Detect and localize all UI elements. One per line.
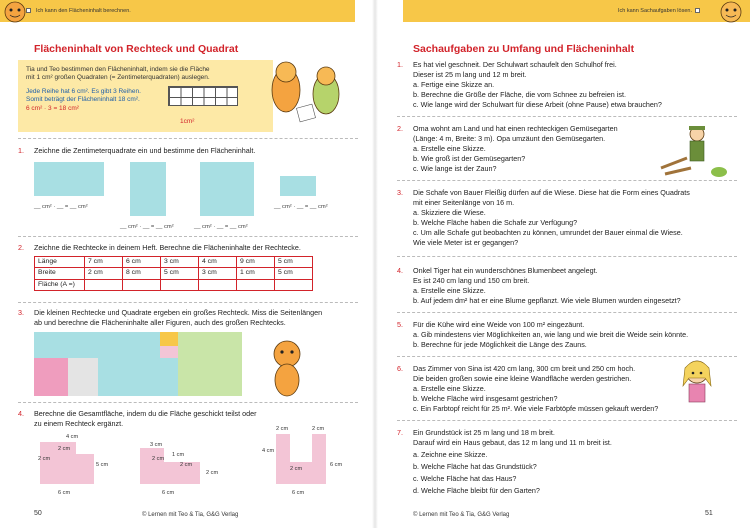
divider <box>397 180 737 181</box>
mosaic-piece <box>178 332 242 396</box>
task-5-line: b. Berechne für jede Möglichkeit die Länge des Zauns. <box>413 340 587 349</box>
divider <box>18 236 358 237</box>
task-7-line: Ein Grundstück ist 25 m lang und 18 m breit. <box>413 428 555 437</box>
task-4-number: 4. <box>397 266 403 275</box>
dimension-label: 2 cm <box>276 426 289 432</box>
girl-illustration <box>675 356 719 404</box>
task-3-line-2: ab und berechne die Flächeninhalte aller Figuren, auch des großen Rechtecks. <box>34 318 286 327</box>
table-row <box>35 279 313 290</box>
rectangle-b <box>130 162 166 216</box>
task-1-line: c. Wie lange wird der Schulwart für diese Arbeit (ohne Pause) etwa brauchen? <box>413 100 662 109</box>
divider <box>397 116 737 117</box>
dimension-label: 2 cm <box>312 426 325 432</box>
mascot-icon <box>716 0 746 24</box>
dimension-label: 2 cm <box>38 456 51 462</box>
dimension-label: 4 cm <box>262 448 275 454</box>
tia-teo-illustration <box>262 58 354 130</box>
task-6-number: 6. <box>397 364 403 373</box>
task-1-line: Dieser ist 25 m lang und 12 m breit. <box>413 70 527 79</box>
table-cell: 5 cm <box>275 257 313 268</box>
dimension-label: 2 cm <box>180 462 193 468</box>
divider <box>397 256 737 257</box>
intro-line-2: mit 1 cm² großen Quadraten (= Zentimeterquadraten) auslegen. <box>26 74 210 82</box>
task-3-line: mit einer Seitenlänge von 16 m. <box>413 198 515 207</box>
task-6-line: b. Welche Fläche wird insgesamt gestrichen? <box>413 394 558 403</box>
table-cell: 4 cm <box>199 257 237 268</box>
dimensions-table <box>34 256 313 291</box>
intro-line-4: Somit beträgt der Flächeninhalt 18 cm². <box>26 96 140 104</box>
task-1-line: a. Fertige eine Skizze an. <box>413 80 495 89</box>
page-number-right: 51 <box>705 510 713 517</box>
task-6-line: a. Erstelle eine Skizze. <box>413 384 486 393</box>
square-c <box>200 162 254 216</box>
task-6-line: c. Ein Farbtopf reicht für 25 m². Wie viele Farbtöpfe müssen gekauft werden? <box>413 404 659 413</box>
footer-right: © Lernen mit Teo & Tia, G&G Verlag <box>413 512 510 518</box>
task-6-line: Die beiden großen sowie eine kleine Wandfläche werden gestrichen. <box>413 374 632 383</box>
task-4-number: 4. <box>18 409 24 418</box>
answer-blank-b[interactable]: __ cm² · __ = __ cm² <box>120 224 174 230</box>
task-4-line-2: zu einem Rechteck ergänzt. <box>34 419 124 428</box>
unit-label: 1cm² <box>180 118 195 125</box>
task-1-text: Zeichne die Zentimeterquadrate ein und bestimme den Flächeninhalt. <box>34 146 256 155</box>
mosaic-piece <box>68 358 98 396</box>
intro-line-3: Jede Reihe hat 6 cm². Es gibt 3 Reihen. <box>26 88 141 96</box>
mosaic-piece <box>160 346 178 358</box>
right-header-bar <box>403 0 750 22</box>
task-7-line: d. Welche Fläche bleibt für den Garten? <box>413 486 540 495</box>
table-cell: 3 cm <box>199 268 237 279</box>
mascot-icon <box>0 0 30 24</box>
mosaic-piece <box>34 358 68 396</box>
u-shape-part <box>312 434 326 484</box>
answer-cell[interactable] <box>123 279 161 290</box>
table-row <box>35 257 313 268</box>
table-row <box>35 268 313 279</box>
row-label: Länge <box>35 257 85 268</box>
dimension-label: 2 cm <box>58 446 71 452</box>
left-header-bar <box>0 0 355 22</box>
task-5-line: a. Gib mindestens vier Möglichkeiten an, wie lang und wie breit die Weide sein könnte. <box>413 330 689 339</box>
answer-blank-c[interactable]: __ cm² · __ = __ cm² <box>194 224 248 230</box>
answer-cell[interactable] <box>275 279 313 290</box>
task-4-line: a. Erstelle eine Skizze. <box>413 286 486 295</box>
task-2-line: c. Wie lange ist der Zaun? <box>413 164 497 173</box>
task-2-number: 2. <box>397 124 403 133</box>
task-7-line: a. Zeichne eine Skizze. <box>413 450 488 459</box>
table-cell: 6 cm <box>123 257 161 268</box>
centimeter-grid <box>168 86 238 106</box>
answer-cell[interactable] <box>161 279 199 290</box>
table-cell: 9 cm <box>237 257 275 268</box>
task-2-line: (Länge: 4 m, Breite: 3 m). Opa umzäunt den Gemüsegarten. <box>413 134 606 143</box>
table-cell: 1 cm <box>237 268 275 279</box>
dimension-label: 2 cm <box>152 456 165 462</box>
tiger-illustration <box>262 336 312 398</box>
rectangle-mosaic <box>34 332 242 396</box>
rectangle-a <box>34 162 104 196</box>
task-5-line: Für die Kühe wird eine Weide von 100 m² eingezäunt. <box>413 320 585 329</box>
divider <box>18 402 358 403</box>
dimension-label: 6 cm <box>292 490 305 496</box>
task-1-line: Es hat viel geschneit. Der Schulwart schaufelt den Schulhof frei. <box>413 60 617 69</box>
task-7-line: b. Welche Fläche hat das Grundstück? <box>413 462 537 471</box>
task-1-number: 1. <box>397 60 403 69</box>
task-3-line: b. Welche Fläche haben die Schafe zur Verfügung? <box>413 218 578 227</box>
table-cell: 8 cm <box>123 268 161 279</box>
dimension-label: 2 cm <box>206 470 219 476</box>
task-4-line-1: Berechne die Gesamtfläche, indem du die Fläche geschickt teilst oder <box>34 409 257 418</box>
right-page-title: Sachaufgaben zu Umfang und Flächeninhalt <box>413 43 635 55</box>
footer-left: © Lernen mit Teo & Tia, G&G Verlag <box>142 512 239 518</box>
dimension-label: 3 cm <box>150 442 163 448</box>
answer-blank-a[interactable]: __ cm² · __ = __ cm² <box>34 204 88 210</box>
rectangle-d <box>280 176 316 196</box>
dimension-label: 2 cm <box>290 466 303 472</box>
divider <box>18 138 358 139</box>
mosaic-piece <box>98 358 178 396</box>
task-3-line: a. Skizziere die Wiese. <box>413 208 486 217</box>
task-3-line: c. Um alle Schafe gut beobachten zu können, umrundet der Bauer einmal die Wiese. <box>413 228 683 237</box>
task-3-line-1: Die kleinen Rechtecke und Quadrate ergeben ein großes Rechteck. Miss die Seitenlängen <box>34 308 323 317</box>
task-4-line: b. Auf jedem dm² hat er eine Blume gepflanzt. Wie viele Blumen wurden eingesetzt? <box>413 296 681 305</box>
table-cell: 2 cm <box>85 268 123 279</box>
divider <box>18 302 358 303</box>
mosaic-piece <box>160 332 178 346</box>
task-7-line: c. Welche Fläche hat das Haus? <box>413 474 517 483</box>
task-7-number: 7. <box>397 428 403 437</box>
task-4-line: Onkel Tiger hat ein wunderschönes Blumenbeet angelegt. <box>413 266 598 275</box>
task-2-number: 2. <box>18 243 24 252</box>
task-6-line: Das Zimmer von Sina ist 420 cm lang, 300 cm breit und 250 cm hoch. <box>413 364 636 373</box>
divider <box>397 312 737 313</box>
intro-line-1: Tia und Teo bestimmen den Flächeninhalt, indem sie die Fläche <box>26 66 210 73</box>
right-page <box>375 0 750 528</box>
left-header-hint: Ich kann den Flächeninhalt berechnen. <box>36 8 131 14</box>
step-shape-part <box>140 448 164 484</box>
checkbox-icon[interactable] <box>695 8 700 13</box>
table-cell: 3 cm <box>161 257 199 268</box>
dimension-label: 4 cm <box>66 434 79 440</box>
answer-blank-d[interactable]: __ cm² · __ = __ cm² <box>274 204 328 210</box>
task-2-line: Oma wohnt am Land und hat einen rechteckigen Gemüsegarten <box>413 124 618 133</box>
answer-cell[interactable] <box>199 279 237 290</box>
task-4-line: Es ist 240 cm lang und 150 cm breit. <box>413 276 530 285</box>
task-1-line: b. Berechne die Größe der Fläche, die vom Schnee zu befreien ist. <box>413 90 626 99</box>
task-3-number: 3. <box>397 188 403 197</box>
divider <box>397 420 737 421</box>
table-cell: 5 cm <box>275 268 313 279</box>
dimension-label: 5 cm <box>96 462 109 468</box>
answer-cell[interactable] <box>237 279 275 290</box>
task-5-number: 5. <box>397 320 403 329</box>
right-header-hint: Ich kann Sachaufgaben lösen. <box>617 8 692 14</box>
table-cell: 7 cm <box>85 257 123 268</box>
left-page-title: Flächeninhalt von Rechteck und Quadrat <box>34 43 239 55</box>
intro-line-5: 6 cm² · 3 = 18 cm² <box>26 104 79 112</box>
row-label: Breite <box>35 268 85 279</box>
dimension-label: 6 cm <box>58 490 71 496</box>
dimension-label: 6 cm <box>162 490 175 496</box>
task-3-line: Die Schafe von Bauer Fleißig dürfen auf die Wiese. Diese hat die Form eines Quadrats <box>413 188 690 197</box>
answer-cell[interactable] <box>85 279 123 290</box>
u-shape-part <box>276 434 290 484</box>
dimension-label: 6 cm <box>330 462 343 468</box>
table-cell: 5 cm <box>161 268 199 279</box>
task-7-line: Darauf wird ein Haus gebaut, das 12 m lang und 11 m breit ist. <box>413 438 612 447</box>
page-number-left: 50 <box>34 510 42 517</box>
row-label: Fläche (A =) <box>35 279 85 290</box>
task-1-number: 1. <box>18 146 24 155</box>
grandpa-fence-illustration <box>657 124 729 180</box>
intro-box <box>18 60 273 132</box>
task-2-text: Zeichne die Rechtecke in deinem Heft. Berechne die Flächeninhalte der Rechtecke. <box>34 243 301 252</box>
task-2-line: a. Erstelle eine Skizze. <box>413 144 486 153</box>
mosaic-piece <box>34 332 160 358</box>
task-3-number: 3. <box>18 308 24 317</box>
task-2-line: b. Wie groß ist der Gemüsegarten? <box>413 154 526 163</box>
task-3-line: Wie viele Meter ist er gegangen? <box>413 238 519 247</box>
dimension-label: 1 cm <box>172 452 185 458</box>
